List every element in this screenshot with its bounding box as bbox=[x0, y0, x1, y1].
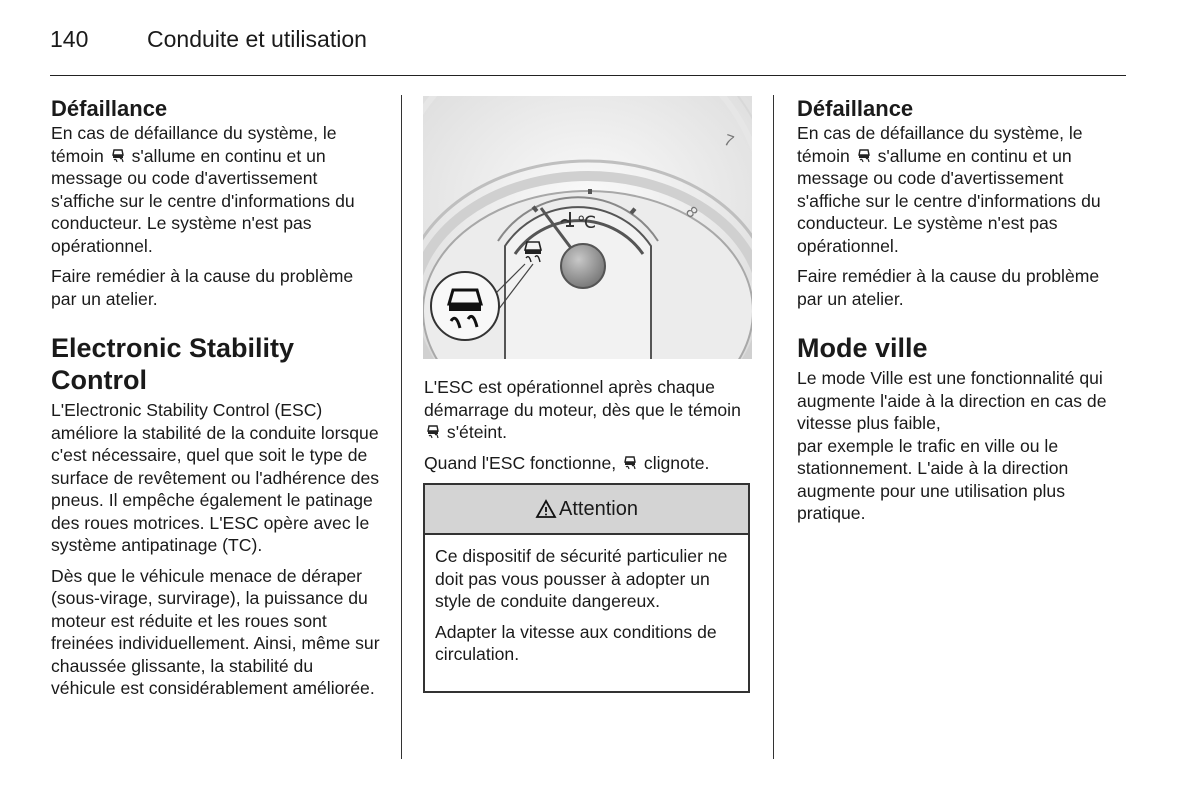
city-paragraph bbox=[797, 367, 1127, 525]
attention-paragraph-1: Ce dispositif de sécurité particulier ne doit pas vous pousser à adopter un style de conduite dangereux. bbox=[435, 546, 728, 611]
malfunction-text-b: s'allume en continu et un message ou code d'avertissement s'affiche sur le centre d'informations du conducteur. Le système n'est pas opérationnel. bbox=[51, 145, 355, 256]
attention-box bbox=[423, 483, 750, 693]
malfunction-repair-paragraph: Faire remédier à la cause du problème par un atelier. bbox=[51, 266, 354, 309]
column-divider-right bbox=[773, 95, 774, 759]
caption-text-a: L'ESC est opérationnel après chaque démarrage du moteur, dès que le témoin bbox=[424, 377, 741, 420]
attention-paragraph-2: Adapter la vitesse aux conditions de circulation. bbox=[435, 621, 717, 664]
column-divider-left bbox=[401, 95, 402, 759]
gauge-celsius-label: ℃ bbox=[577, 213, 597, 232]
caption-text-d: clignote. bbox=[643, 452, 710, 473]
heading-esc: Electronic Stability Control bbox=[51, 333, 295, 395]
heading-mode-ville: Mode ville bbox=[797, 333, 928, 363]
middle-column bbox=[424, 376, 754, 482]
caption-paragraph-2 bbox=[424, 452, 754, 475]
attention-title: Attention bbox=[559, 497, 638, 520]
esc-skid-car-icon bbox=[111, 149, 125, 163]
malfunction-text-b-right: s'allume en continu et un message ou code d'avertissement s'affiche sur le centre d'informations du conducteur. Le système n'est pas opérationnel. bbox=[797, 145, 1101, 256]
header-rule bbox=[50, 75, 1126, 76]
caption-paragraph-1 bbox=[424, 376, 754, 444]
esc-skid-car-icon bbox=[623, 456, 637, 470]
malfunction-text-a: En cas de défaillance du système, le témoin bbox=[51, 123, 337, 166]
caption-text-b: s'éteint. bbox=[446, 422, 507, 442]
instrument-cluster-illustration bbox=[423, 96, 752, 359]
esc-paragraph-2: Dès que le véhicule menace de déraper (sous-virage, survirage), la puissance du moteur est réduite et les roues sont freinées individuellement. Ainsi, même sur chaussée glissante, la stabilité du véhicule est considérablement améliorée. bbox=[51, 565, 380, 698]
heading-malfunction: Défaillance bbox=[51, 96, 168, 121]
dial-mark-8: 8 bbox=[681, 203, 701, 222]
attention-header bbox=[425, 485, 748, 535]
malfunction-paragraph-right bbox=[797, 122, 1127, 257]
city-text-1: Le mode Ville est une fonctionnalité qui augmente l'aide à la direction en cas de vitesse plus faible, bbox=[797, 368, 1107, 433]
esc-paragraph-1: L'Electronic Stability Control (ESC) améliore la stabilité de la conduite lorsque c'est nécessaire, quel que soit le type de surface de revêtement ou l'adhérence des pneus. Il empêche également le patinage des roues motrices. L'ESC opère avec le système antipatinage (TC). bbox=[51, 400, 380, 555]
left-column bbox=[51, 96, 381, 708]
malfunction-paragraph bbox=[51, 122, 381, 257]
malfunction-repair-paragraph-right: Faire remédier à la cause du problème par un atelier. bbox=[797, 266, 1100, 309]
dial-mark-7: 7 bbox=[721, 131, 736, 151]
page-number: 140 bbox=[50, 26, 89, 52]
city-text-2: par exemple le trafic en ville ou le stationnement. L'aide à la direction augmente pour une utilisation plus pratique. bbox=[797, 435, 1069, 523]
warning-triangle-icon bbox=[535, 499, 557, 519]
esc-skid-car-icon bbox=[426, 425, 440, 439]
instrument-cluster-figure bbox=[423, 96, 752, 359]
heading-malfunction-right: Défaillance bbox=[797, 96, 914, 121]
page-section-title: Conduite et utilisation bbox=[147, 26, 367, 52]
attention-body bbox=[425, 535, 748, 666]
right-column bbox=[797, 96, 1127, 525]
caption-text-c: Quand l'ESC fonctionne, bbox=[424, 452, 617, 473]
esc-skid-car-icon bbox=[857, 149, 871, 163]
malfunction-text-a-right: En cas de défaillance du système, le témoin bbox=[797, 123, 1083, 166]
